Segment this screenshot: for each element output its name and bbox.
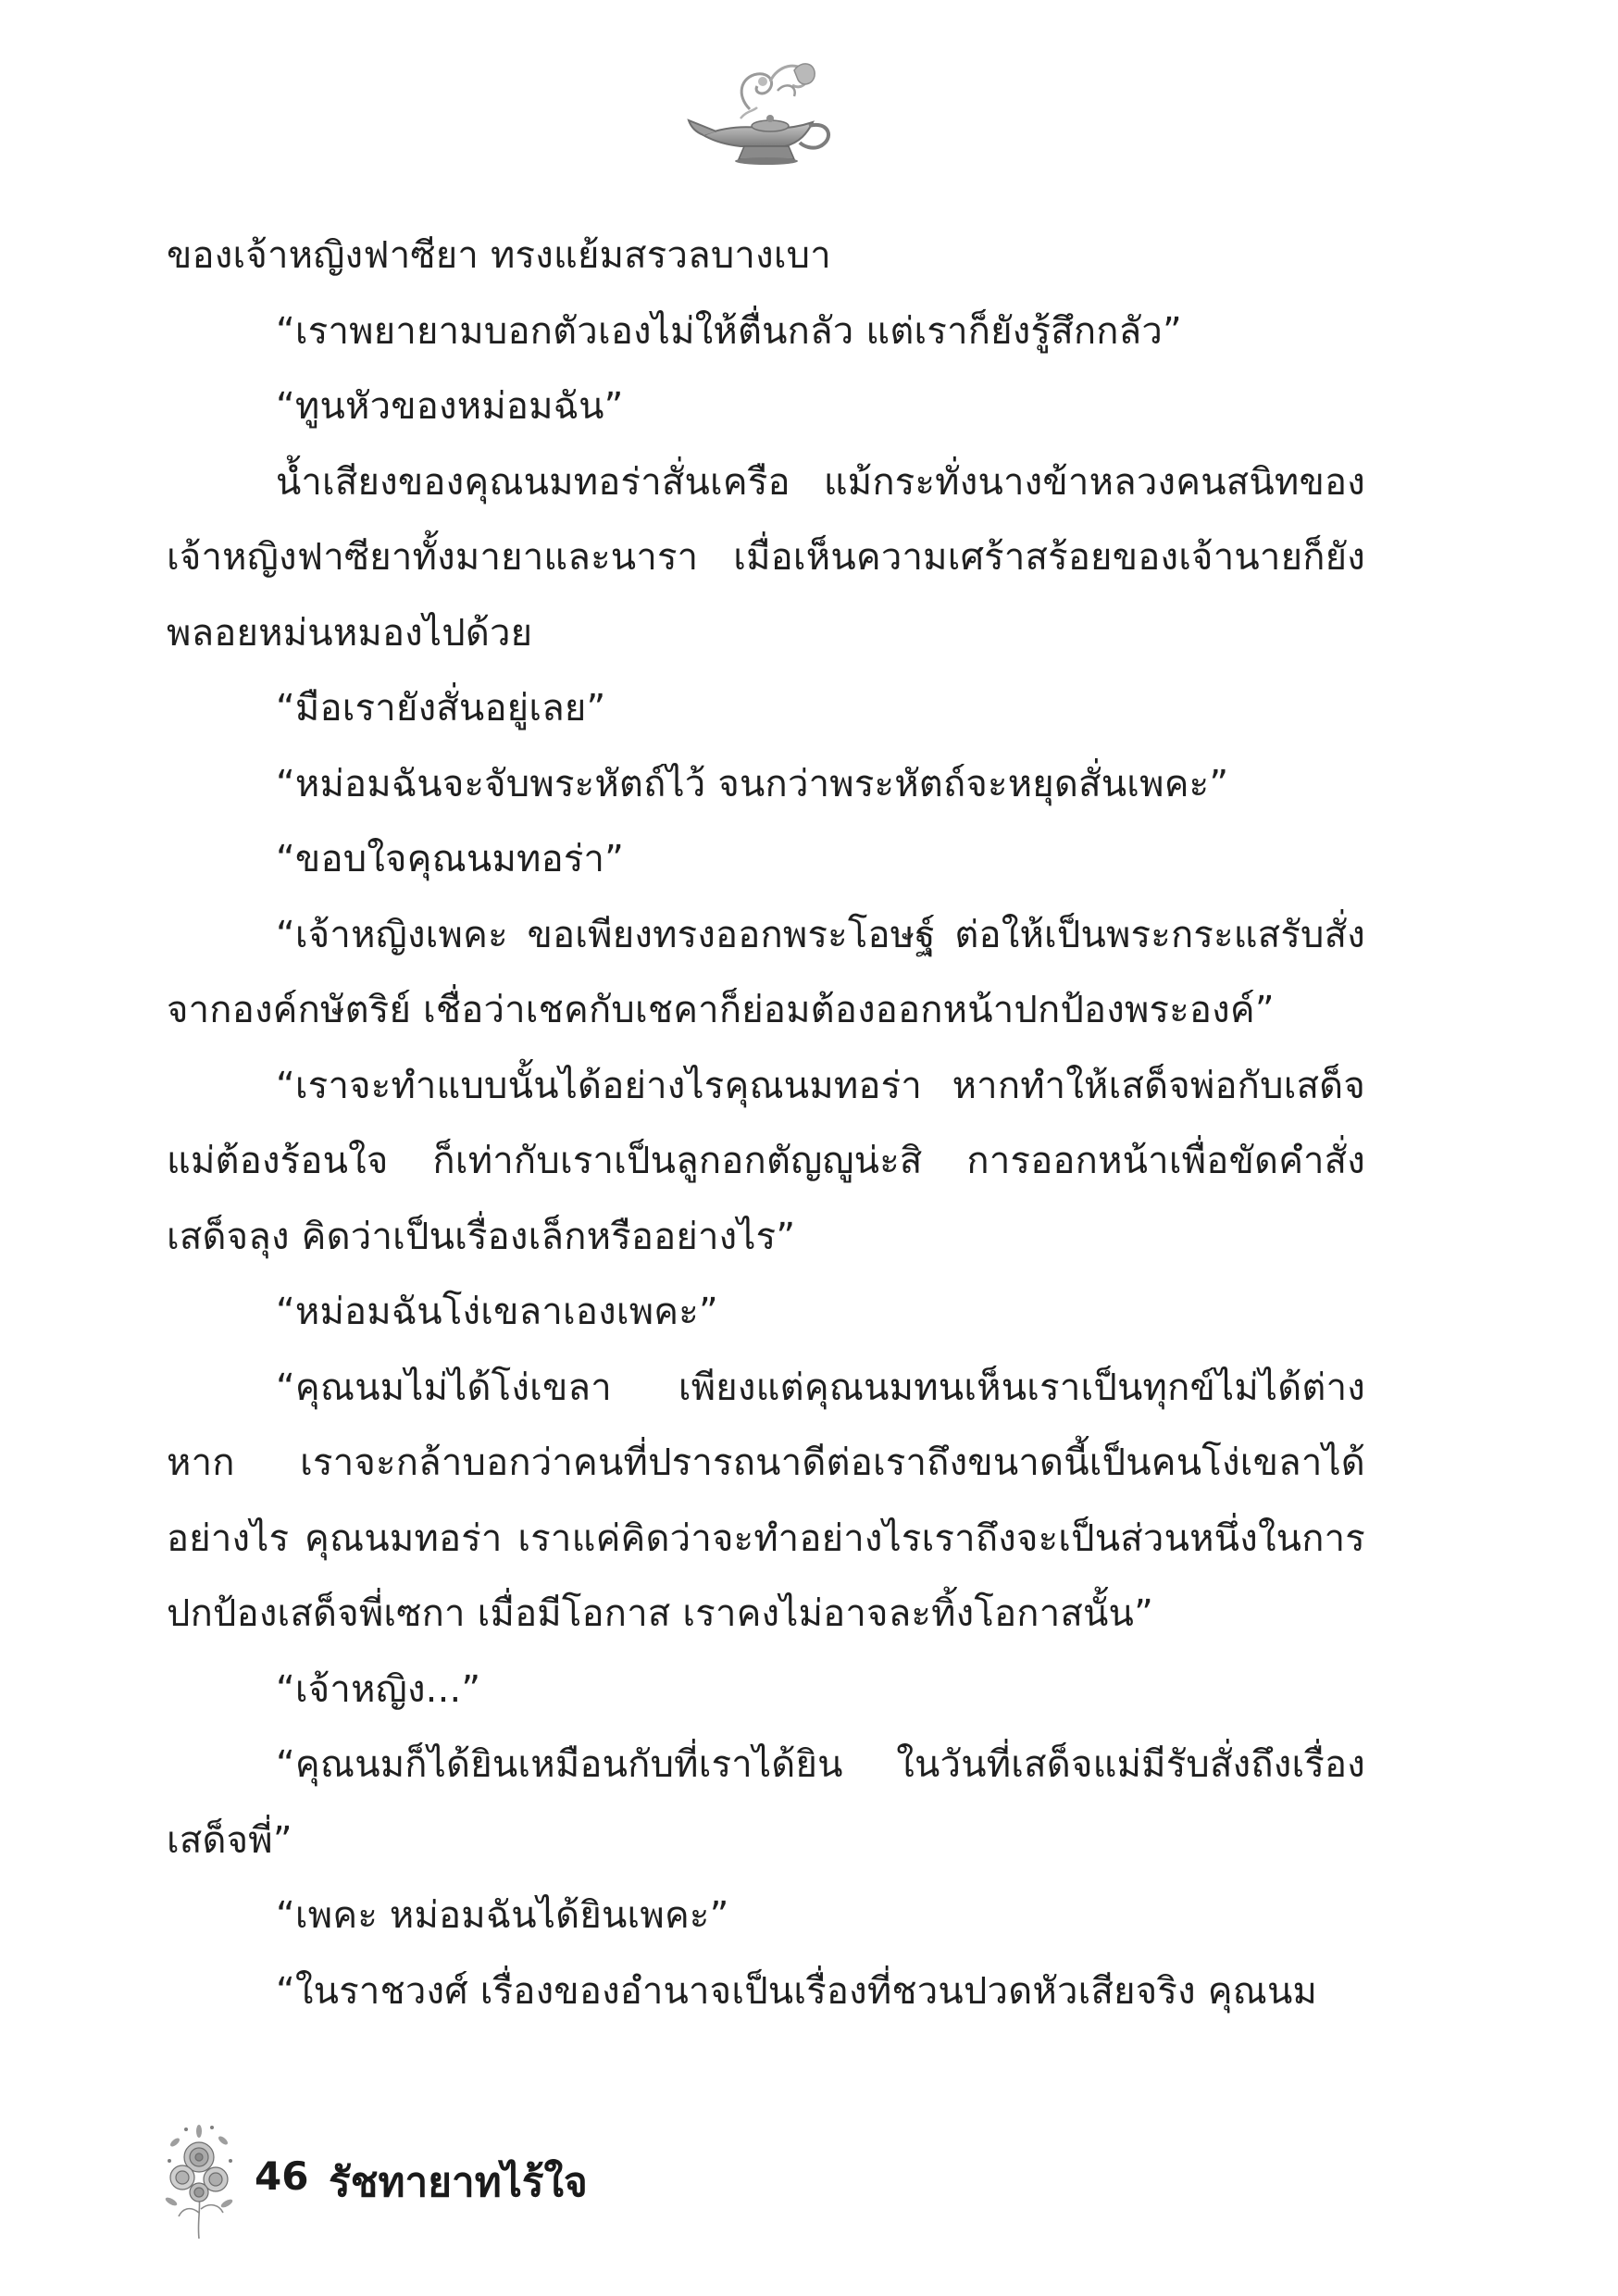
paragraph: “ในราชวงศ์ เรื่องของอำนาจเป็นเรื่องที่ชวนปวดหัวเสียจริง คุณนม: [276, 1969, 1318, 2013]
paragraph: “ทูนหัวของหม่อมฉัน”: [276, 385, 624, 428]
paragraph: “มือเรายังสั่นอยู่เลย”: [276, 687, 606, 730]
paragraph: “หม่อมฉันจะจับพระหัตถ์ไว้ จนกว่าพระหัตถ์จะหยุดสั่นเพคะ”: [276, 762, 1229, 805]
paragraph: “เพคะ หม่อมฉันได้ยินเพคะ”: [276, 1894, 729, 1937]
paragraph: “เจ้าหญิงเพคะ ขอเพียงทรงออกพระโอษฐ์ ต่อให้เป็นพระกระแสรับสั่งจากองค์กษัตริย์ เชื่อว่าเชคกับเชคาก็ย่อมต้องออกหน้าปกป้องพระองค์”: [167, 913, 1365, 1031]
paragraph: “เราจะทำแบบนั้นได้อย่างไรคุณนมทอร่า หากทำให้เสด็จพ่อกับเสด็จแม่ต้องร้อนใจ ก็เท่ากับเราเป็นลูกอกตัญญูน่ะสิ การออกหน้าเพื่อขัดคำสั่งเสด็จลุง คิดว่าเป็นเรื่องเล็กหรืออย่างไร”: [167, 1064, 1365, 1258]
paragraph: “หม่อมฉันโง่เขลาเองเพคะ”: [276, 1291, 718, 1333]
paragraph: “คุณนมไม่ได้โง่เขลา เพียงแต่คุณนมทนเห็นเราเป็นทุกข์ไม่ได้ต่างหาก เราจะกล้าบอกว่าคนที่ปรารถนาดีต่อเราถึงขนาดนี้เป็นคนโง่เขลาได้อย่างไร คุณนมทอร่า เราแค่คิดว่าจะทำอย่างไรเราถึงจะเป็นส่วนหนึ่งในการปกป้องเสด็จพี่เซกา เมื่อมีโอกาส เราคงไม่อาจละทิ้งโอกาสนั้น”: [167, 1366, 1365, 1635]
paragraph: ของเจ้าหญิงฟาซียา ทรงแย้มสรวลบางเบา: [167, 234, 831, 277]
flower-bouquet-icon: [162, 2120, 238, 2240]
paragraph: น้ำเสียงของคุณนมทอร่าสั่นเครือ แม้กระทั่งนางข้าหลวงคนสนิทของเจ้าหญิงฟาซียาทั้งมายาและนารา เมื่อเห็นความเศร้าสร้อยของเจ้านายก็ยังพลอยหม่นหมองไปด้วย: [167, 460, 1365, 655]
page-footer: [162, 2120, 810, 2240]
paragraph: “เจ้าหญิง...”: [276, 1667, 481, 1711]
page-number: 46: [255, 2153, 309, 2199]
lamp-ornament-icon: [685, 54, 842, 169]
paragraph: “คุณนมก็ได้ยินเหมือนกับที่เราได้ยิน ในวันที่เสด็จแม่มีรับสั่งถึงเรื่องเสด็จพี่”: [167, 1743, 1365, 1862]
book-title: รัชทายาทไร้ใจ: [329, 2159, 588, 2206]
body-text: [167, 218, 1365, 2029]
paragraph: “ขอบใจคุณนมทอร่า”: [276, 838, 625, 880]
paragraph: “เราพยายามบอกตัวเองไม่ให้ตื่นกลัว แต่เราก็ยังรู้สึกกลัว”: [276, 309, 1182, 353]
